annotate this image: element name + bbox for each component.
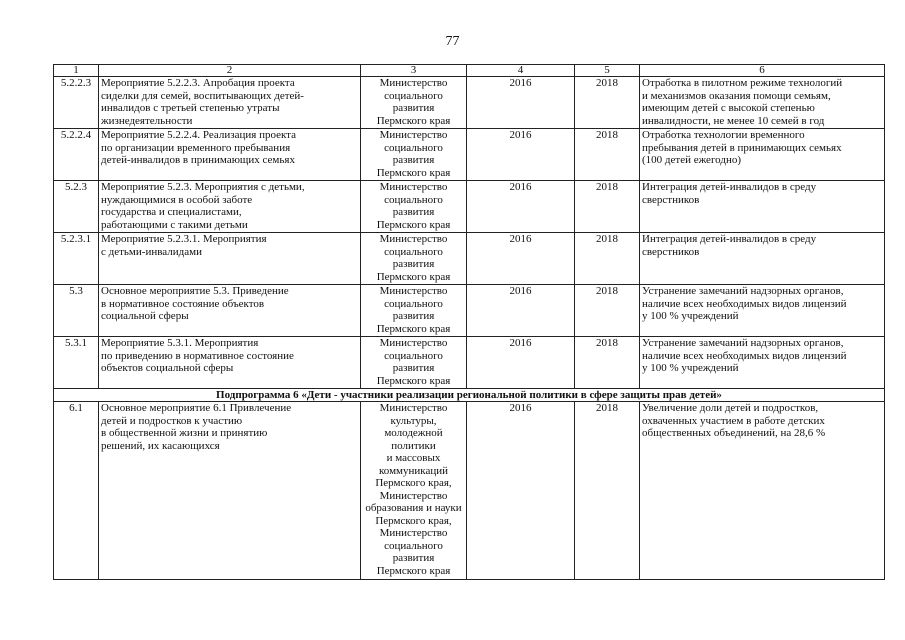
measures-table [53,64,885,580]
measure-name: Мероприятие 5.2.2.4. Реализация проекта по организации временного пребывания детей-инвалидов в принимающих семьях [99,129,361,181]
column-number-row [54,65,885,77]
table-row [54,233,885,285]
expected-result: Интеграция детей-инвалидов в среду сверстников [640,233,885,285]
executor: Министерство социального развития Пермского края [361,337,467,389]
executor: Министерство культуры, молодежной политики и массовых коммуникаций Пермского края, Министерство образования и науки Пермского края, Министерство социального развития Пермского края [361,402,467,580]
expected-result: Отработка технологии временного пребывания детей в принимающих семьях (100 детей ежегодно) [640,129,885,181]
expected-result: Увеличение доли детей и подростков, охваченных участием в работе детских общественных объединений, на 28,6 % [640,402,885,580]
start-year: 2016 [467,337,575,389]
expected-result: Отработка в пилотном режиме технологий и механизмов оказания помощи семьям, имеющим детей с высокой степенью инвалидности, не менее 10 семей в год [640,77,885,129]
column-number: 5 [575,65,640,77]
page-number: 77 [445,34,460,49]
column-number: 6 [640,65,885,77]
start-year: 2016 [467,233,575,285]
executor: Министерство социального развития Пермского края [361,129,467,181]
row-number: 5.2.2.4 [54,129,99,181]
measure-name: Мероприятие 5.3.1. Мероприятия по приведению в нормативное состояние объектов социальной сферы [99,337,361,389]
row-number: 5.2.3.1 [54,233,99,285]
end-year: 2018 [575,181,640,233]
measure-name: Основное мероприятие 6.1 Привлечение детей и подростков к участию в общественной жизни и принятию решений, их касающихся [99,402,361,580]
table-row [54,402,885,580]
executor: Министерство социального развития Пермского края [361,285,467,337]
end-year: 2018 [575,233,640,285]
start-year: 2016 [467,129,575,181]
column-number: 1 [54,65,99,77]
table-row [54,129,885,181]
table-row [54,181,885,233]
end-year: 2018 [575,129,640,181]
row-number: 5.3 [54,285,99,337]
measure-name: Основное мероприятие 5.3. Приведение в нормативное состояние объектов социальной сферы [99,285,361,337]
end-year: 2018 [575,337,640,389]
start-year: 2016 [467,285,575,337]
expected-result: Устранение замечаний надзорных органов, наличие всех необходимых видов лицензий у 100 % учреждений [640,285,885,337]
table-row [54,77,885,129]
start-year: 2016 [467,181,575,233]
row-number: 5.2.2.3 [54,77,99,129]
column-number: 3 [361,65,467,77]
column-number: 2 [99,65,361,77]
column-number: 4 [467,65,575,77]
expected-result: Интеграция детей-инвалидов в среду сверстников [640,181,885,233]
subprogram-title: Подпрограмма 6 «Дети - участники реализации региональной политики в сфере защиты прав детей» [54,389,885,402]
start-year: 2016 [467,402,575,580]
subprogram-header-row [54,389,885,402]
row-number: 6.1 [54,402,99,580]
row-number: 5.3.1 [54,337,99,389]
end-year: 2018 [575,402,640,580]
expected-result: Устранение замечаний надзорных органов, наличие всех необходимых видов лицензий у 100 % учреждений [640,337,885,389]
executor: Министерство социального развития Пермского края [361,77,467,129]
row-number: 5.2.3 [54,181,99,233]
table-row [54,285,885,337]
table-row [54,337,885,389]
start-year: 2016 [467,77,575,129]
measure-name: Мероприятие 5.2.3.1. Мероприятия с детьми-инвалидами [99,233,361,285]
measure-name: Мероприятие 5.2.2.3. Апробация проекта сиделки для семей, воспитывающих детей- инвалидов с третьей степенью утраты жизнедеятельности [99,77,361,129]
end-year: 2018 [575,77,640,129]
measure-name: Мероприятие 5.2.3. Мероприятия с детьми, нуждающимися в особой заботе государства и специалистами, работающими с такими детьми [99,181,361,233]
executor: Министерство социального развития Пермского края [361,233,467,285]
executor: Министерство социального развития Пермского края [361,181,467,233]
end-year: 2018 [575,285,640,337]
